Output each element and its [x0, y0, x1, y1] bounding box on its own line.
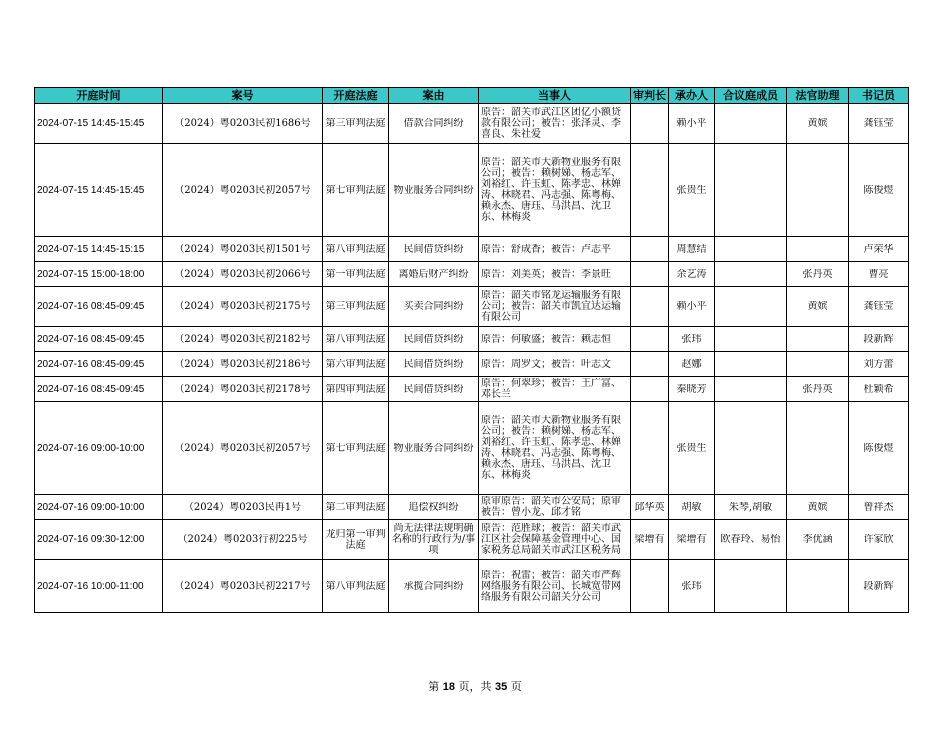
- parties-text: 原审原告：韶关市公安局；原审被告：曾小龙、邱才铭: [481, 496, 621, 518]
- col-header-chief-judge: 审判长: [631, 88, 669, 104]
- case-cause-text: 民间借贷纠纷: [403, 243, 464, 255]
- court-room-text: 龙归第一审判法庭: [325, 528, 386, 551]
- cell-judge-assistant: [787, 144, 849, 237]
- cell-chief-judge: [631, 377, 669, 402]
- footer-prefix: 第: [428, 680, 440, 693]
- cell-chief-judge: [631, 237, 669, 262]
- case-cause-text: 尚无法律法规明确名称的行政行为/事项: [391, 523, 476, 556]
- cell-parties: [479, 560, 631, 613]
- case-number-text: （2024）粤0203民初1501号: [174, 243, 311, 255]
- case-time-text: 2024-07-16 09:30-12:00: [37, 534, 145, 545]
- cell-panel-members: [715, 377, 787, 402]
- cell-case-number: [163, 402, 323, 495]
- col-header-cause: 案由: [389, 88, 479, 104]
- clerk-text: 段新辉: [863, 333, 894, 345]
- cell-chief-judge: [631, 104, 669, 144]
- cell-chief-judge: [631, 402, 669, 495]
- cell-parties: [479, 402, 631, 495]
- cell-parties: [479, 327, 631, 352]
- table-row: [35, 327, 909, 352]
- parties-text: 原告：何敏盛；被告：赖志恒: [481, 333, 611, 345]
- parties-text: 原告：舒成香；被告：卢志平: [481, 243, 611, 255]
- cell-parties: [479, 237, 631, 262]
- cell-case-number: [163, 237, 323, 262]
- clerk-text: 刘方蕾: [863, 358, 894, 370]
- handler-text: 赵娜: [681, 358, 702, 370]
- cell-case-number: [163, 327, 323, 352]
- handler-text: 赖小平: [676, 301, 707, 312]
- case-cause-text: 民间借贷纠纷: [403, 383, 464, 395]
- cell-judge-assistant: [787, 104, 849, 144]
- handler-text: 张贵生: [676, 184, 707, 196]
- panel-members-text: 欧春玲、易怡: [720, 534, 781, 545]
- cell-case-time: [35, 144, 163, 237]
- court-room-text: 第八审判法庭: [325, 243, 386, 255]
- court-room-text: 第八审判法庭: [325, 580, 386, 592]
- cell-chief-judge: [631, 560, 669, 613]
- court-schedule-table: [34, 87, 909, 613]
- table-row: [35, 495, 909, 520]
- case-time-text: 2024-07-16 08:45-09:45: [37, 358, 145, 370]
- case-number-text: （2024）粤0203民初2057号: [174, 442, 311, 454]
- cell-judge-assistant: [787, 262, 849, 287]
- case-cause-text: 承揽合同纠纷: [403, 580, 464, 592]
- cell-case-number: [163, 287, 323, 327]
- case-number-text: （2024）粤0203民初2217号: [174, 580, 311, 592]
- cell-clerk: [849, 495, 909, 520]
- parties-text: 原告：韶关市大新物业服务有限公司；被告：赖树娣、杨志军、刘裕红、许玉虹、陈孝忠、林婵涛、林晓君、冯志强、陈粤梅、赖永杰、唐珏、马洪昌、沈卫东、林梅炎: [481, 415, 621, 481]
- case-number-text: （2024）粤0203行初225号: [177, 534, 308, 545]
- clerk-text: 龚钰莹: [863, 301, 894, 312]
- parties-text: 原告：何翠珍；被告：王广富、邓长兰: [481, 378, 621, 400]
- case-cause-text: 借款合同纠纷: [403, 118, 464, 129]
- case-time-text: 2024-07-16 10:00-11:00: [37, 580, 144, 592]
- clerk-text: 杜颖希: [863, 383, 894, 395]
- cell-judge-assistant: [787, 352, 849, 377]
- table-row: [35, 352, 909, 377]
- cell-panel-members: [715, 104, 787, 144]
- handler-text: 张贵生: [676, 442, 707, 454]
- parties-text: 原告：周罗文；被告：叶志文: [481, 358, 611, 370]
- clerk-text: 陈俊煜: [863, 184, 894, 196]
- cell-judge-assistant: [787, 237, 849, 262]
- chief-judge-text: 邱华英: [634, 501, 665, 513]
- col-header-panel-members: 合议庭成员: [715, 88, 787, 104]
- table-row: [35, 402, 909, 495]
- parties-text: 原告：韶关市大新物业服务有限公司；被告：赖树娣、杨志军、刘裕红、许玉虹、陈孝忠、林婵涛、林晓君、冯志强、陈粤梅、赖永杰、唐珏、马洪昌、沈卫东、林梅炎: [481, 157, 621, 223]
- court-room-text: 第一审判法庭: [325, 268, 386, 280]
- cell-panel-members: [715, 402, 787, 495]
- cell-case-number: [163, 262, 323, 287]
- cell-clerk: [849, 327, 909, 352]
- cell-judge-assistant: [787, 495, 849, 520]
- col-header-court: 开庭法庭: [323, 88, 389, 104]
- cell-parties: [479, 377, 631, 402]
- judge-assistant-text: 李优涵: [802, 534, 833, 545]
- cell-case-cause: [389, 104, 479, 144]
- cell-chief-judge: [631, 262, 669, 287]
- cell-case-time: [35, 327, 163, 352]
- cell-case-number: [163, 104, 323, 144]
- table-row: [35, 262, 909, 287]
- court-room-text: 第七审判法庭: [325, 184, 386, 196]
- case-number-text: （2024）粤0203民初1686号: [174, 118, 311, 129]
- col-header-judge-assistant: 法官助理: [787, 88, 849, 104]
- case-cause-text: 物业服务合同纠纷: [393, 442, 474, 454]
- handler-text: 梁增有: [676, 534, 707, 545]
- case-time-text: 2024-07-15 14:45-15:45: [37, 184, 145, 196]
- case-time-text: 2024-07-16 09:00-10:00: [37, 442, 145, 454]
- cell-handler: [669, 287, 715, 327]
- case-number-text: （2024）粤0203民初2186号: [174, 358, 311, 370]
- cell-court-room: [323, 287, 389, 327]
- clerk-text: 龚钰莹: [863, 118, 894, 129]
- court-room-text: 第四审判法庭: [325, 383, 386, 395]
- cell-court-room: [323, 495, 389, 520]
- cell-chief-judge: [631, 495, 669, 520]
- case-time-text: 2024-07-15 14:45-15:15: [37, 243, 145, 255]
- cell-handler: [669, 104, 715, 144]
- cell-panel-members: [715, 560, 787, 613]
- case-cause-text: 买卖合同纠纷: [403, 301, 464, 312]
- cell-chief-judge: [631, 520, 669, 560]
- case-number-text: （2024）粤0203民初2066号: [174, 268, 311, 280]
- cell-panel-members: [715, 495, 787, 520]
- parties-text: 原告：刘美英；被告：李景旺: [481, 268, 611, 280]
- parties-text: 原告：范胜球；被告：韶关市武江区社会保障基金管理中心、国家税务总局韶关市武江区税务局: [481, 523, 621, 556]
- cell-case-time: [35, 262, 163, 287]
- clerk-text: 曾祥杰: [863, 501, 894, 513]
- page-footer: [0, 678, 950, 694]
- cell-handler: [669, 520, 715, 560]
- table-row: [35, 560, 909, 613]
- court-room-text: 第六审判法庭: [325, 358, 386, 370]
- cell-handler: [669, 237, 715, 262]
- cell-court-room: [323, 104, 389, 144]
- cell-case-time: [35, 104, 163, 144]
- cell-case-number: [163, 520, 323, 560]
- page-number: 18: [442, 681, 455, 693]
- cell-case-number: [163, 144, 323, 237]
- handler-text: 秦晓芳: [676, 383, 707, 395]
- table-row: [35, 237, 909, 262]
- case-number-text: （2024）粤0203民初2057号: [174, 184, 311, 196]
- parties-text: 原告：祝雷；被告：韶关市严辉网络服务有限公司、长城宽带网络服务有限公司韶关分公司: [481, 569, 621, 603]
- case-cause-text: 民间借贷纠纷: [403, 333, 464, 345]
- cell-clerk: [849, 352, 909, 377]
- cell-panel-members: [715, 520, 787, 560]
- court-room-text: 第三审判法庭: [325, 118, 386, 129]
- cell-handler: [669, 262, 715, 287]
- cell-panel-members: [715, 262, 787, 287]
- cell-case-cause: [389, 327, 479, 352]
- cell-case-cause: [389, 144, 479, 237]
- cell-case-cause: [389, 262, 479, 287]
- cell-judge-assistant: [787, 560, 849, 613]
- cell-case-cause: [389, 402, 479, 495]
- cell-court-room: [323, 560, 389, 613]
- cell-handler: [669, 495, 715, 520]
- cell-clerk: [849, 287, 909, 327]
- handler-text: 余艺涛: [676, 268, 707, 280]
- cell-parties: [479, 520, 631, 560]
- cell-handler: [669, 377, 715, 402]
- cell-case-time: [35, 495, 163, 520]
- cell-chief-judge: [631, 327, 669, 352]
- clerk-text: 卢荣华: [863, 243, 894, 255]
- cell-case-cause: [389, 495, 479, 520]
- case-cause-text: 民间借贷纠纷: [403, 358, 464, 370]
- cell-case-time: [35, 287, 163, 327]
- cell-handler: [669, 144, 715, 237]
- cell-case-time: [35, 237, 163, 262]
- clerk-text: 段新辉: [863, 580, 894, 592]
- case-time-text: 2024-07-15 14:45-15:45: [37, 118, 145, 129]
- judge-assistant-text: 黄嫔: [807, 501, 828, 513]
- cell-chief-judge: [631, 287, 669, 327]
- cell-court-room: [323, 402, 389, 495]
- cell-parties: [479, 352, 631, 377]
- cell-judge-assistant: [787, 520, 849, 560]
- cell-parties: [479, 495, 631, 520]
- header-row: [35, 88, 909, 104]
- clerk-text: 曹亮: [868, 268, 889, 280]
- cell-court-room: [323, 377, 389, 402]
- clerk-text: 许家欣: [863, 534, 894, 545]
- col-header-clerk: 书记员: [849, 88, 909, 104]
- case-number-text: （2024）粤0203民初2175号: [174, 301, 311, 312]
- cell-case-time: [35, 520, 163, 560]
- case-time-text: 2024-07-16 08:45-09:45: [37, 333, 145, 345]
- cell-panel-members: [715, 327, 787, 352]
- cell-clerk: [849, 237, 909, 262]
- handler-text: 张玮: [681, 333, 702, 345]
- cell-clerk: [849, 144, 909, 237]
- handler-text: 赖小平: [676, 118, 707, 129]
- page-total: 35: [495, 681, 508, 693]
- cell-judge-assistant: [787, 377, 849, 402]
- court-room-text: 第三审判法庭: [325, 301, 386, 312]
- cell-case-time: [35, 352, 163, 377]
- cell-case-time: [35, 402, 163, 495]
- panel-members-text: 朱琴,胡敏: [728, 501, 773, 513]
- cell-chief-judge: [631, 352, 669, 377]
- cell-court-room: [323, 262, 389, 287]
- cell-case-cause: [389, 352, 479, 377]
- cell-case-number: [163, 377, 323, 402]
- cell-parties: [479, 144, 631, 237]
- cell-case-time: [35, 377, 163, 402]
- cell-judge-assistant: [787, 327, 849, 352]
- court-room-text: 第二审判法庭: [325, 501, 386, 513]
- case-cause-text: 追偿权纠纷: [408, 501, 459, 513]
- clerk-text: 陈俊煜: [863, 442, 894, 454]
- case-time-text: 2024-07-16 08:45-09:45: [37, 383, 145, 395]
- case-time-text: 2024-07-16 08:45-09:45: [37, 301, 145, 312]
- cell-clerk: [849, 402, 909, 495]
- table-row: [35, 377, 909, 402]
- cell-chief-judge: [631, 144, 669, 237]
- cell-case-number: [163, 352, 323, 377]
- cell-case-number: [163, 560, 323, 613]
- table-row: [35, 104, 909, 144]
- cell-clerk: [849, 104, 909, 144]
- judge-assistant-text: 张丹英: [802, 268, 833, 280]
- cell-parties: [479, 104, 631, 144]
- table-row: [35, 144, 909, 237]
- cell-clerk: [849, 560, 909, 613]
- case-time-text: 2024-07-15 15:00-18:00: [37, 268, 145, 280]
- handler-text: 胡敏: [681, 501, 702, 513]
- chief-judge-text: 梁增有: [634, 534, 665, 545]
- cell-case-cause: [389, 287, 479, 327]
- judge-assistant-text: 黄嫔: [807, 301, 828, 312]
- cell-panel-members: [715, 287, 787, 327]
- case-number-text: （2024）粤0203民再1号: [183, 501, 302, 513]
- handler-text: 张玮: [681, 580, 702, 592]
- cell-handler: [669, 352, 715, 377]
- table-row: [35, 520, 909, 560]
- cell-judge-assistant: [787, 287, 849, 327]
- cell-handler: [669, 560, 715, 613]
- cell-court-room: [323, 520, 389, 560]
- cell-court-room: [323, 327, 389, 352]
- case-cause-text: 物业服务合同纠纷: [393, 184, 474, 196]
- cell-court-room: [323, 352, 389, 377]
- cell-handler: [669, 402, 715, 495]
- col-header-handler: 承办人: [669, 88, 715, 104]
- case-time-text: 2024-07-16 09:00-10:00: [37, 501, 145, 513]
- cell-judge-assistant: [787, 402, 849, 495]
- case-number-text: （2024）粤0203民初2182号: [174, 333, 311, 345]
- cell-panel-members: [715, 144, 787, 237]
- case-cause-text: 离婚后财产纠纷: [398, 268, 469, 280]
- court-room-text: 第八审判法庭: [325, 333, 386, 345]
- parties-text: 原告：韶关市武江区团亿小额贷款有限公司；被告：张泽灵、李喜良、朱社爱: [481, 107, 621, 140]
- footer-middle: 页，共: [458, 680, 492, 693]
- cell-clerk: [849, 520, 909, 560]
- court-room-text: 第七审判法庭: [325, 442, 386, 454]
- cell-clerk: [849, 377, 909, 402]
- cell-handler: [669, 327, 715, 352]
- parties-text: 原告：韶关市铭龙运输服务有限公司；被告：韶关市凯宜达运输有限公司: [481, 290, 621, 323]
- col-header-case-no: 案号: [163, 88, 323, 104]
- cell-parties: [479, 287, 631, 327]
- cell-case-cause: [389, 237, 479, 262]
- cell-case-cause: [389, 520, 479, 560]
- cell-case-number: [163, 495, 323, 520]
- col-header-time: 开庭时间: [35, 88, 163, 104]
- cell-parties: [479, 262, 631, 287]
- case-number-text: （2024）粤0203民初2178号: [174, 383, 311, 395]
- judge-assistant-text: 黄嫔: [807, 118, 828, 129]
- cell-clerk: [849, 262, 909, 287]
- cell-case-time: [35, 560, 163, 613]
- cell-case-cause: [389, 377, 479, 402]
- cell-case-cause: [389, 560, 479, 613]
- cell-court-room: [323, 237, 389, 262]
- cell-panel-members: [715, 237, 787, 262]
- handler-text: 周慧结: [676, 243, 707, 255]
- judge-assistant-text: 张丹英: [802, 383, 833, 395]
- table-row: [35, 287, 909, 327]
- cell-panel-members: [715, 352, 787, 377]
- footer-suffix: 页: [510, 680, 522, 693]
- cell-court-room: [323, 144, 389, 237]
- col-header-parties: 当事人: [479, 88, 631, 104]
